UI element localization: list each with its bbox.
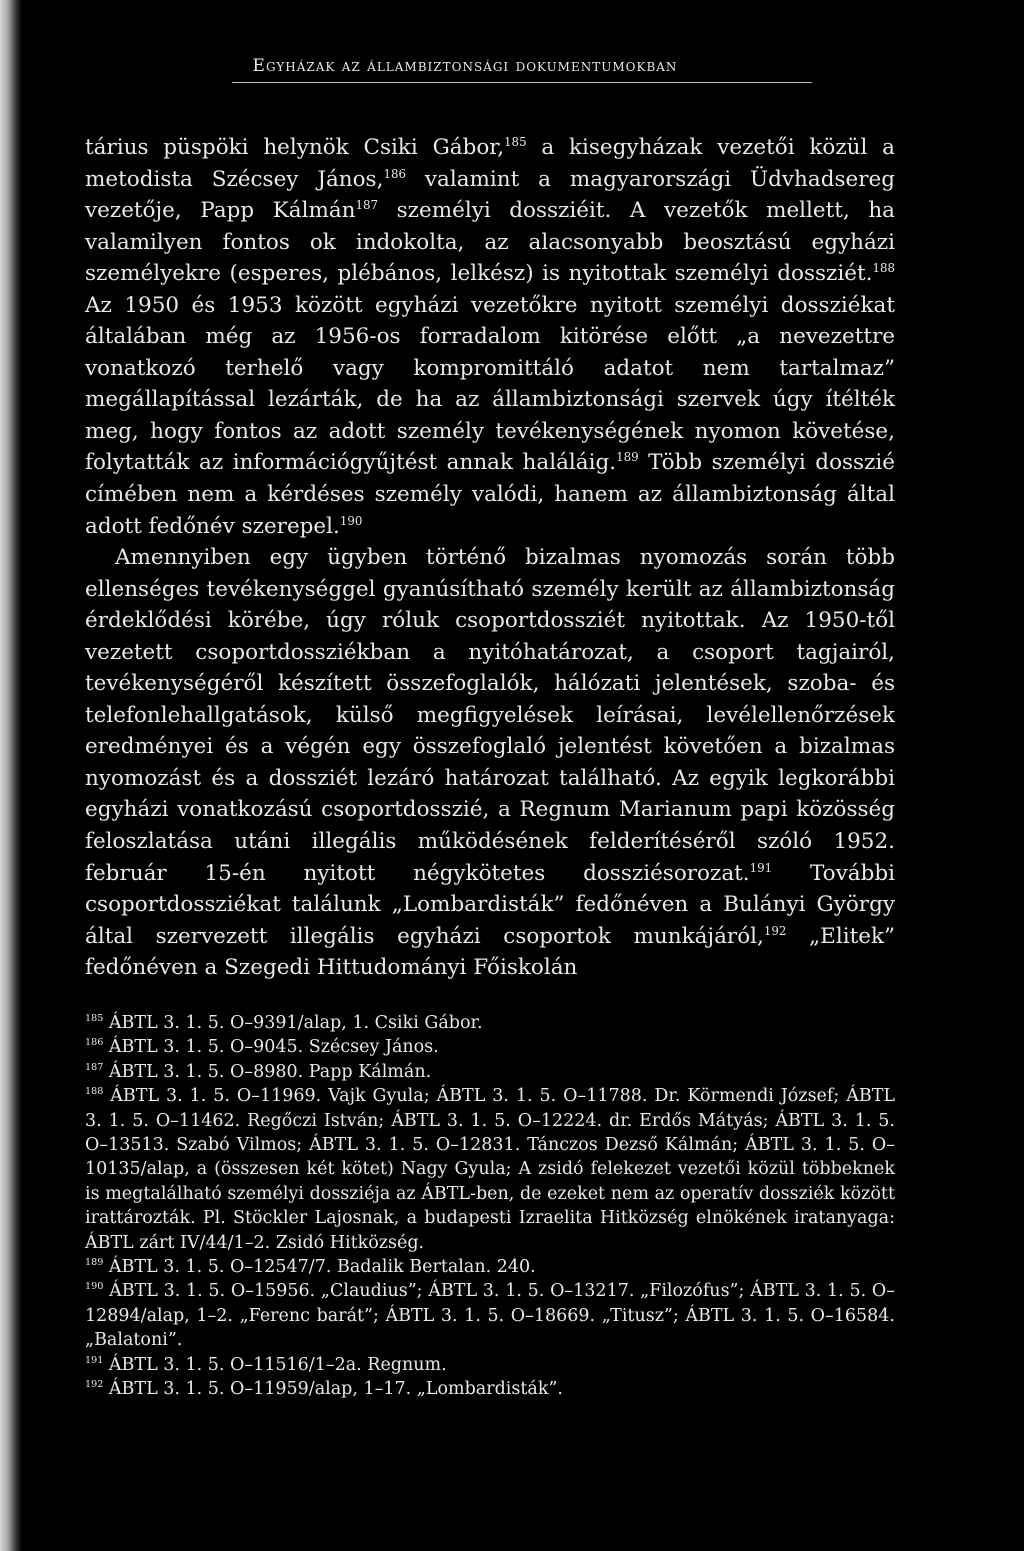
footnote-number: 185 — [85, 1013, 104, 1025]
paragraph — [85, 132, 895, 542]
footnote — [85, 1035, 895, 1059]
footnote-ref: 191 — [749, 860, 773, 875]
footnote-number: 189 — [85, 1257, 104, 1269]
footnote — [85, 1084, 895, 1255]
footnote-text: ÁBTL 3. 1. 5. O–12547/7. Badalik Bertalan. 240. — [103, 1257, 536, 1278]
footnote-text: ÁBTL 3. 1. 5. O–8980. Papp Kálmán. — [103, 1061, 432, 1082]
footnote-number: 192 — [85, 1379, 104, 1391]
paragraph-text: a kisegyházak vezetői közül a metodista Szécsey János, — [85, 135, 895, 192]
footnote-number: 188 — [85, 1086, 104, 1098]
footnote — [85, 1060, 895, 1084]
paragraph-text: Amennyiben egy ügyben történő bizalmas nyomozás során több ellenséges tevékenységgel gyanúsítható személy került az állambiztonság érdeklődési körébe, úgy róluk csoportdossziét nyitottak. Az 1950-től vezetett csoportdossziékban a nyitóhatározat, a csoport tagjairól, tevékenységéről készített összefoglalók, hálózati jelentések, szoba- és telefonlehallgatások, külső megfigyelések leírásai, levélellenőrzések eredményei és a végén egy összefoglaló jelentést követően a bizalmas nyomozást és a dossziét lezáró határozat található. Az egyik legkorábbi egyházi vonatkozású csoportdosszié, a Regnum Marianum papi közösség feloszlatása utáni illegális működésének felderítéséről szóló 1952. február 15-én nyitott négykötetes dossziésorozat. — [85, 545, 895, 886]
paragraph-text: További csoportdossziékat találunk „Lombardisták” fedőnéven a Bulányi György által szervezett illegális egyházi csoportok munkájáról, — [85, 860, 895, 949]
body-text — [85, 132, 895, 984]
footnote-ref: 188 — [872, 261, 895, 276]
footnote-ref: 190 — [339, 513, 363, 528]
paragraph-text: Az 1950 és 1953 között egyházi vezetőkre nyitott személyi dossziékat általában még az 1956-os forradalom kitörése előtt „a nevezettre vonatkozó terhelő vagy kompromittáló adatot nem tartalmaz” megállapítással lezárták, de ha az állambiztonsági szervek úgy ítélték meg, hogy fontos az adott személy tevékenységének nyomon követése, folytatták az információgyűjtést annak haláláig. — [85, 292, 895, 476]
paragraph-text: tárius püspöki helynök Csiki Gábor, — [85, 135, 505, 160]
footnote — [85, 1377, 895, 1401]
footnote-number: 190 — [85, 1281, 104, 1293]
footnote-text: ÁBTL 3. 1. 5. O–11516/1–2a. Regnum. — [103, 1354, 447, 1375]
footnote-number: 186 — [85, 1037, 104, 1049]
paragraph-text: valamint a magyarországi Üdvhadsereg vezetője, Papp Kálmán — [85, 166, 895, 224]
footnote-ref: 186 — [383, 166, 406, 181]
footnotes — [85, 1011, 895, 1402]
footnote-text: ÁBTL 3. 1. 5. O–11969. Vajk Gyula; ÁBTL 3. 1. 5. O–11788. Dr. Körmendi József; ÁBTL 3. 1. 5. O–11462. Regőczi István; ÁBTL 3. 1. 5. O–12224. dr. Erdős Mátyás; ÁBTL 3. 1. 5. O–13513. Szabó Vilmos; ÁBTL 3. 1. 5. O–12831. Tánczos Dezső Kálmán; ÁBTL 3. 1. 5. O–10135/alap, a (összesen két kötet) Nagy Gyula; A zsidó felekezet vezetői közül többeknek is megtalálható személyi dossziéja az ÁBTL-ben, de ezeket nem az operatív dossziék között irattározták. Pl. Stöckler Lajosnak, a budapesti Izraelita Hitközség elnökének iratanyaga: ÁBTL zárt IV/44/1–2. Zsidó Hitközség. — [85, 1086, 895, 1253]
footnote — [85, 1011, 895, 1035]
footnote-ref: 192 — [763, 923, 787, 938]
footnote-text: ÁBTL 3. 1. 5. O–9045. Szécsey János. — [103, 1037, 439, 1058]
paragraph-text: személyi dossziéit. A vezetők mellett, ha valamilyen fontos ok indokolta, az alacsonyabb beosztású egyházi személyekre (esperes, plébános, lelkész) is nyitottak személyi dossziét. — [85, 198, 895, 287]
footnote-text: ÁBTL 3. 1. 5. O–9391/alap, 1. Csiki Gábor. — [103, 1013, 483, 1033]
page-edge-shadow — [0, 0, 22, 1551]
running-header: Egyházak az állambiztonsági dokumentumokban — [252, 56, 678, 76]
footnote-text: ÁBTL 3. 1. 5. O–11959/alap, 1–17. „Lombardisták”. — [103, 1379, 563, 1400]
footnote — [85, 1279, 895, 1352]
paragraph-text: „Elitek” fedőnéven a Szegedi Hittudományi Főiskolán — [85, 923, 895, 981]
header-rule — [232, 82, 812, 83]
footnote — [85, 1255, 895, 1279]
footnote-number: 191 — [85, 1354, 104, 1366]
footnote-text: ÁBTL 3. 1. 5. O–15956. „Claudius”; ÁBTL 3. 1. 5. O–13217. „Filozófus”; ÁBTL 3. 1. 5. O–12894/alap, 1–2. „Ferenc barát”; ÁBTL 3. 1. 5. O–18669. „Titusz”; ÁBTL 3. 1. 5. O–16584. „Balatoni”. — [85, 1281, 895, 1351]
footnote-ref: 189 — [616, 450, 639, 465]
paragraph-text: Több személyi dosszié címében nem a kérdéses személy valódi, hanem az állambiztonság által adott fedőnév szerepel. — [85, 450, 896, 539]
footnote — [85, 1353, 895, 1377]
footnote-number: 187 — [85, 1061, 104, 1073]
paragraph — [85, 542, 895, 984]
footnote-ref: 185 — [504, 134, 527, 149]
footnote-ref: 187 — [355, 197, 379, 212]
